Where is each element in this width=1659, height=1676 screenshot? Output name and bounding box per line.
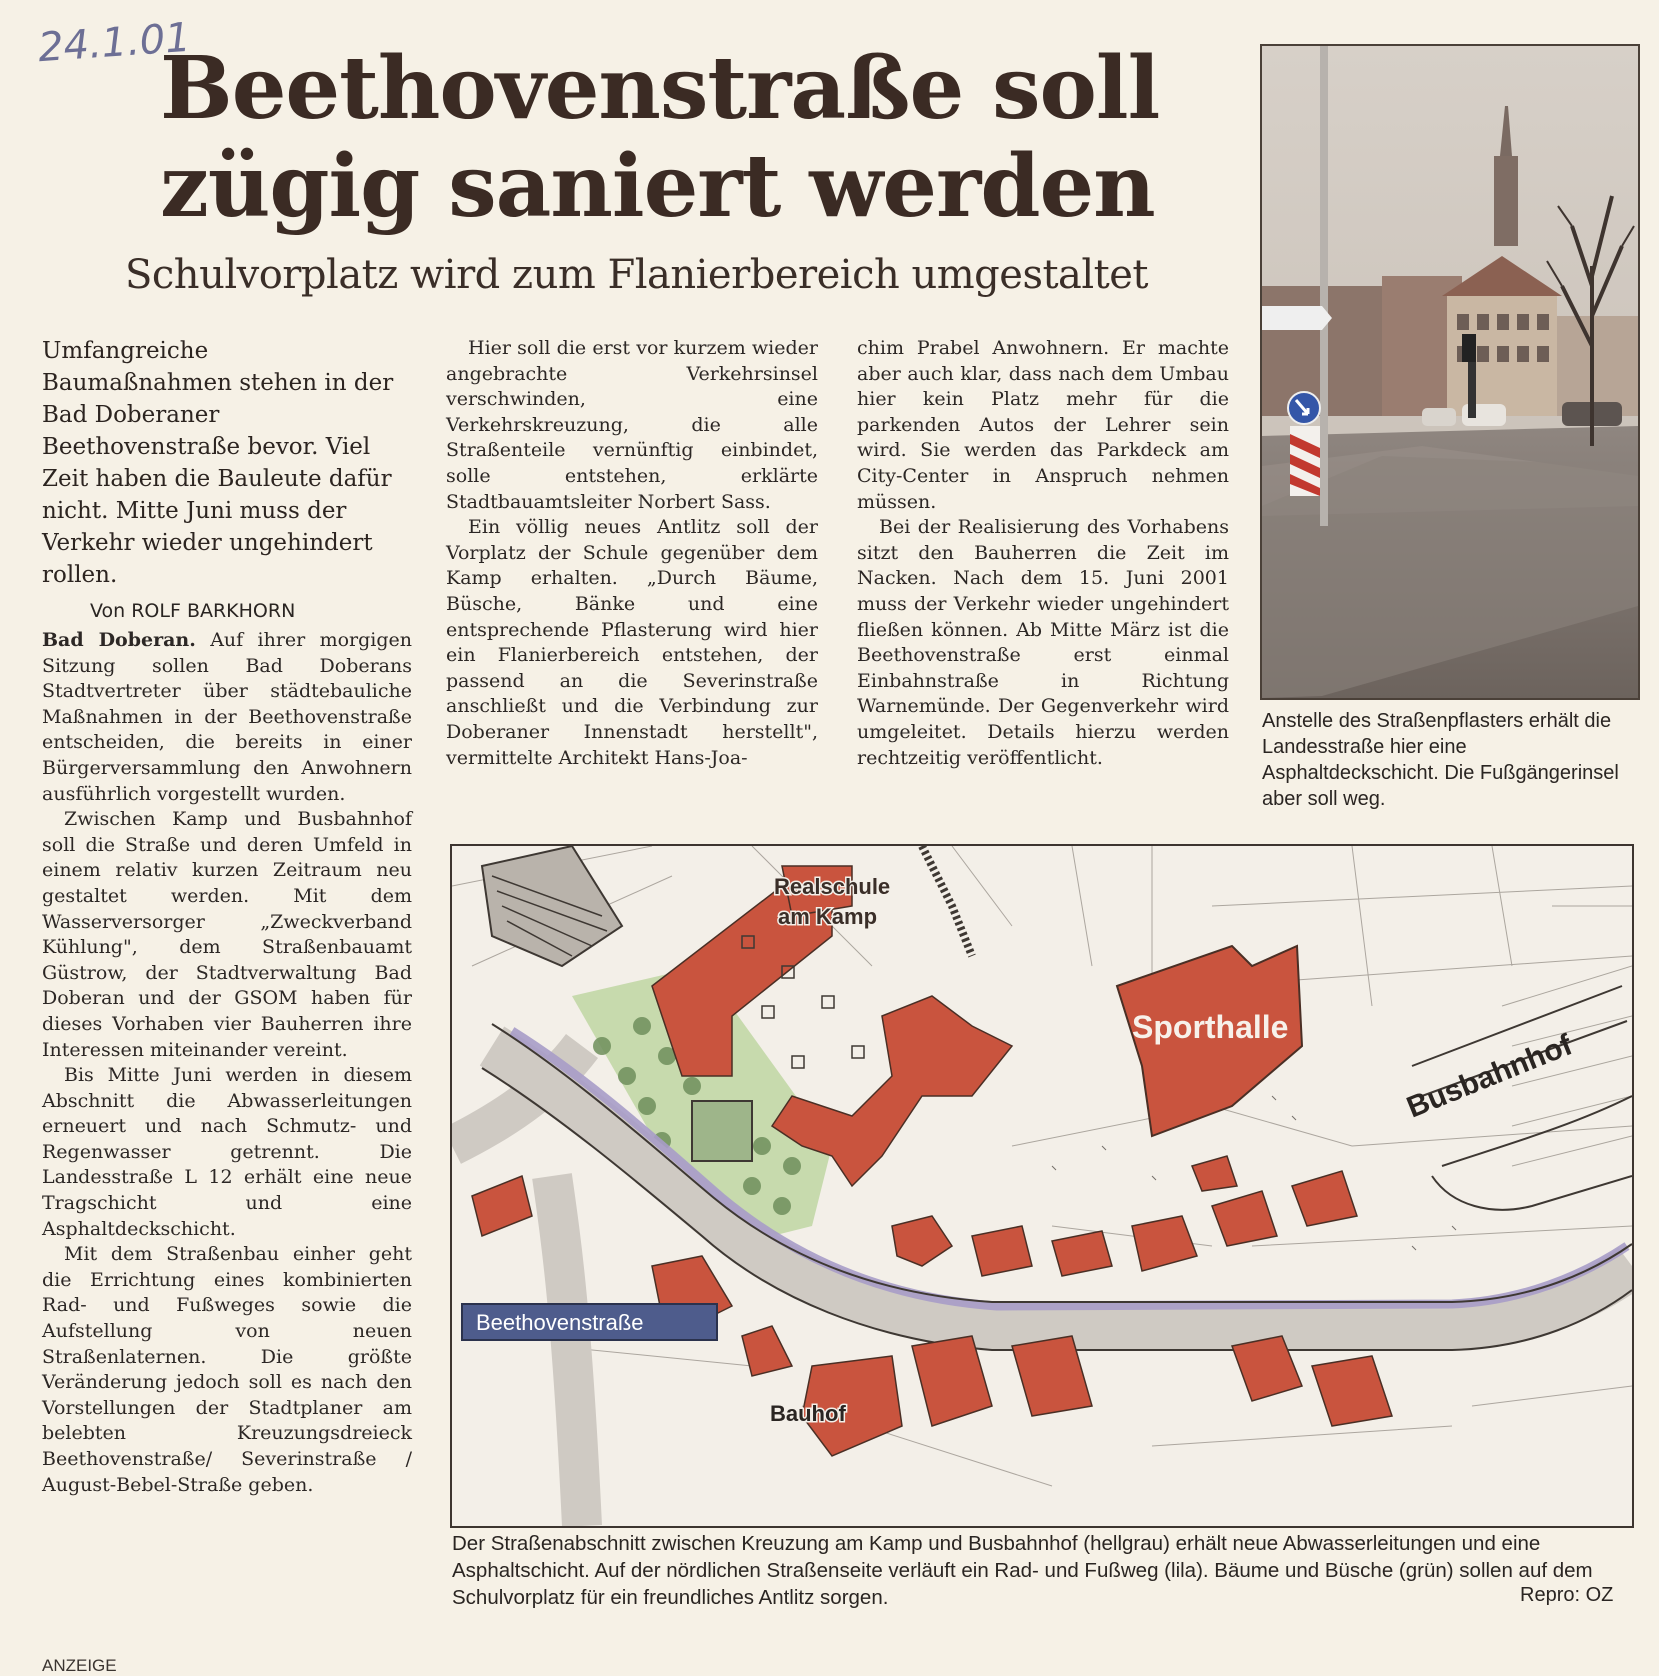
column3-paragraph-1: chim Prabel Anwohnern. Er machte aber auch klar, dass nach dem Umbau hier kein Platz mehr für die parkenden Autos der Lehrer sein wird. Sie werden das Parkdeck am City-Center in Anspruch nehmen müssen. — [857, 337, 1229, 513]
street-photo — [1260, 44, 1640, 700]
traffic-light — [1462, 334, 1476, 362]
direction-sign — [1262, 306, 1332, 330]
column1-paragraph-3: Bis Mitte Juni werden in diesem Abschnitt die Abwasserleitungen erneuert und nach Schmutz- und Regenwasser getrennt. Die Landesstraße L 12 erhält eine neue Tragschicht und eine Asphaltdeckschicht. — [42, 1064, 412, 1240]
lead-paragraph — [42, 335, 402, 591]
column1-paragraph-1: Auf ihrer morgigen Sitzung sollen Bad Doberans Stadtvertreter über städtebauliche Maßnahmen in der Beethovenstraße entscheiden, die bereits in einer Bürgerversammlung den Anwohnern ausführlich vorgestellt wurden. — [42, 629, 412, 805]
column3-paragraph-2: Bei der Realisierung des Vorhabens sitzt den Bauherren die Zeit im Nacken. Nach dem 15. Juni 2001 muss der Verkehr wieder ungehindert fließen können. Ab Mitte März ist die Beethovenstraße erst einmal Einbahnstraße in Richtung Warnemünde. Der Gegenverkehr wird umgeleitet. Details hierzu werden rechtzeitig veröffentlicht. — [857, 516, 1229, 769]
label-bauhof: Bauhof — [770, 1401, 846, 1426]
headline — [160, 40, 1220, 236]
street-label-text: Beethovenstraße — [476, 1310, 644, 1335]
lamp-pole — [1320, 46, 1328, 526]
headline-line-1: Beethovenstraße soll — [160, 38, 1160, 139]
lead-text: Umfangreiche Baumaßnahmen stehen in der Bad Doberaner Beethovenstraße bevor. Viel Zeit haben die Bauleute dafür nicht. Mitte Juni muss der Verkehr wieder ungehindert rollen. — [42, 338, 394, 588]
handwritten-date: 24.1.01 — [36, 14, 193, 72]
column2-paragraph-2: Ein völlig neues Antlitz soll der Vorplatz der Schule gegenüber dem Kamp erhalten. „Durch Bäume, Büsche, Bänke und eine entsprechende Pflasterung wird hier ein Flanierbereich entstehen, der passend an die Severinstraße anschließt und die Verbindung zur Doberaner Innenstadt herstellt", vermittelte Architekt Hans-Joa- — [446, 516, 818, 769]
article-column-1 — [42, 628, 412, 1498]
map-caption: Der Straßenabschnitt zwischen Kreuzung am Kamp und Busbahnhof (hellgrau) erhält neue Abwasserleitungen und eine Asphaltschicht. Auf der nördlichen Straßenseite verläuft ein Rad- und Fußweg (lila). Bäume und Büsche (grün) sollen auf dem Schulvorplatz für ein freundliches Antlitz sorgen. — [452, 1532, 1593, 1609]
column2-paragraph-1: Hier soll die erst vor kurzem wieder angebrachte Verkehrsinsel verschwinden, eine Verkehrskreuzung, die alle Straßenteile vernünftig einbindet, solle entstehen, erklärte Stadtbauamtsleiter Norbert Sass. — [446, 337, 818, 513]
label-realschule-line-1: Realschule — [774, 874, 891, 899]
photo-credit: Repro: OZ — [1520, 1584, 1614, 1606]
advertisement-label: ANZEIGE — [42, 1656, 117, 1675]
label-sporthalle: Sporthalle — [1132, 1009, 1289, 1045]
site-plan-drawing — [452, 846, 1632, 1526]
street-photo-illustration — [1262, 46, 1638, 698]
subheadline: Schulvorplatz wird zum Flanierbereich umgestaltet — [125, 252, 1148, 298]
label-realschule-line-2: am Kamp — [778, 904, 878, 929]
plaza-square — [692, 1101, 752, 1161]
dateline: Bad Doberan. — [42, 629, 196, 651]
site-plan-map — [450, 844, 1634, 1528]
column1-paragraph-2: Zwischen Kamp und Busbahnhof soll die Straße und deren Umfeld in einem relativ kurzen Zeitraum neu gestaltet werden. Mit dem Wasserversorger „Zweckverband Kühlung", dem Straßenbauamt Güstrow, der Stadtverwaltung Bad Doberan und der GSOM haben für dieses Vorhaben vier Bauherren ihre Interessen miteinander vereint. — [42, 808, 412, 1061]
photo-caption: Anstelle des Straßenpflasters erhält die Landesstraße hier eine Asphaltdeckschicht. Die Fußgängerinsel aber soll weg. — [1262, 710, 1619, 810]
column1-paragraph-4: Mit dem Straßenbau einher geht die Errichtung eines kombinierten Rad- und Fußweges sowie die Aufstellung von neuen Straßenlaternen. Die größte Veränderung jedoch soll es nach den Vorstellungen der Stadtplaner am belebten Kreuzungsdreieck Beethovenstraße/ Severinstraße / August-Bebel-Straße geben. — [42, 1243, 412, 1496]
label-busbahnhof: Busbahnhof — [1402, 1028, 1577, 1125]
article-column-3 — [857, 336, 1229, 771]
headline-line-2: zügig saniert werden — [160, 136, 1155, 237]
byline: Von ROLF BARKHORN — [90, 600, 296, 622]
label-beethovenstrasse — [462, 1304, 717, 1340]
article-column-2 — [446, 336, 818, 771]
